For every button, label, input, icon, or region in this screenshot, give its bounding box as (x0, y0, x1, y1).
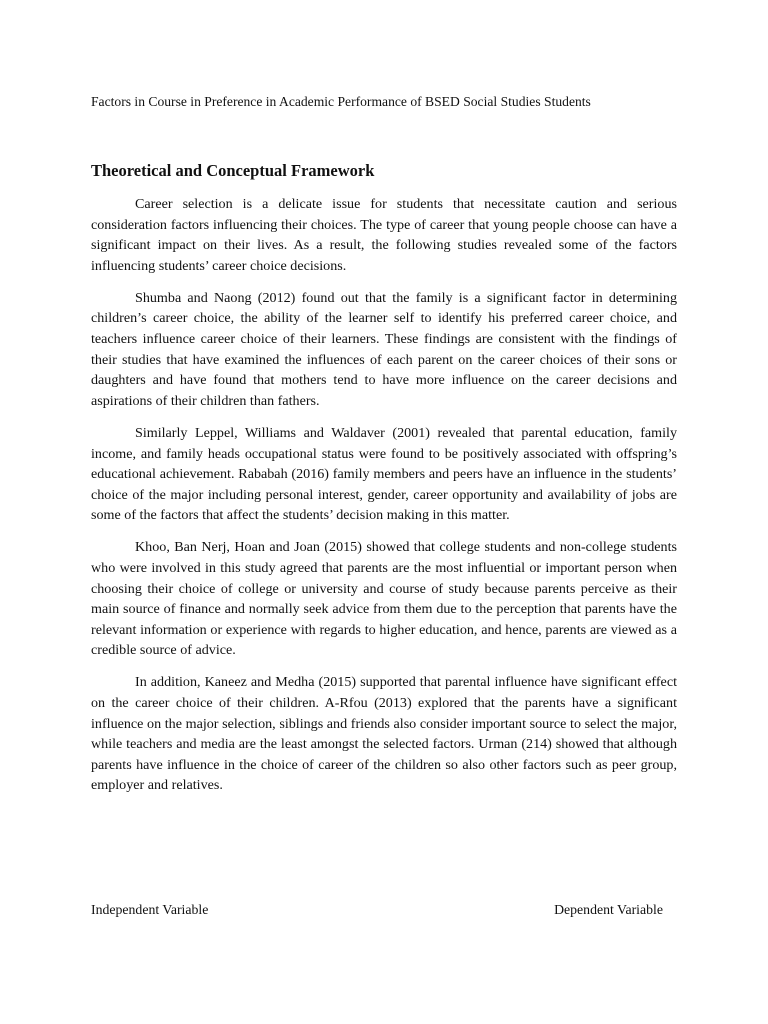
independent-variable-label: Independent Variable (91, 902, 209, 917)
paragraph-1: Career selection is a delicate issue for students that necessitate caution and serious consideration factors influencing their choices. The type of career that young people choose can have a significant impact on their lives. As a result, the following studies revealed some of the factors influencing students’ career choice decisions. (91, 196, 677, 274)
paragraph-3: Similarly Leppel, Williams and Waldaver (2001) revealed that parental education, family income, and family heads occupational status were found to be positively associated with offspring’s educational achievement. Rababah (2016) family members and peers have an influence in the students’ choice of the major including personal interest, gender, career opportunity and availability of jobs are some of the factors that affect the students’ decision making in this matter. (91, 424, 677, 524)
paragraph-5: In addition, Kaneez and Medha (2015) supported that parental influence have significant effect on the career choice of their children. A-Rfou (2013) explored that the parents have a significant influence on the major selection, siblings and friends also consider important source to select the major, while teachers and media are the least amongst the selected factors. Urman (214) showed that although parents have influence in the choice of career of the children so also other factors such as peer group, employer and relatives. (91, 674, 677, 794)
paragraph-4: Khoo, Ban Nerj, Hoan and Joan (2015) showed that college students and non-college students who were involved in this study agreed that parents are the most influential or important person when choosing their choice of college or university and course of study because parents perceive as their main source of finance and normally seek advice from them due to the perception that parents have the relevant information or experience with regards to higher education, and hence, parents are viewed as a credible source of advice. (91, 539, 677, 659)
body-text (91, 194, 677, 808)
running-header: Factors in Course in Preference in Academic Performance of BSED Social Studies Students (91, 94, 591, 109)
paragraph-2: Shumba and Naong (2012) found out that the family is a significant factor in determining children’s career choice, the ability of the learner self to identify his preferred career choice, and teachers influence career choice of their learners. These findings are consistent with the findings of their studies that have examined the influences of each parent on the career choices of their sons or daughters and have found that mothers tend to have more influence on the career decisions and aspirations of their children than fathers. (91, 289, 677, 409)
dependent-variable-label: Dependent Variable (554, 902, 663, 917)
section-title: Theoretical and Conceptual Framework (91, 161, 375, 180)
